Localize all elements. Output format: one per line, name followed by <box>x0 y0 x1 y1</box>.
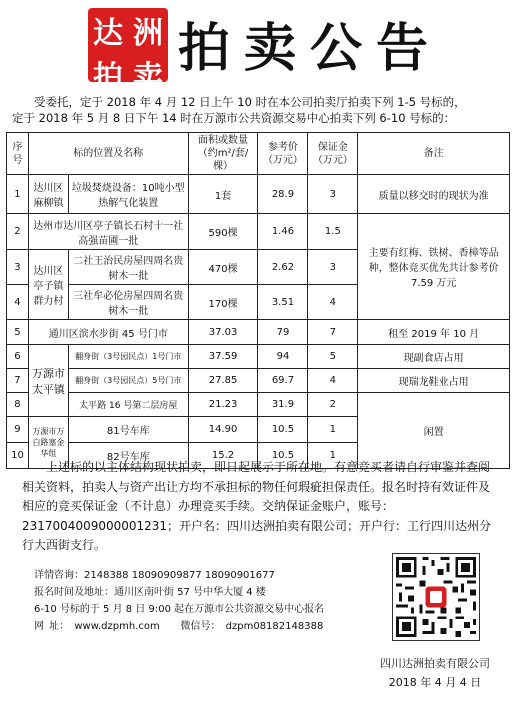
cell-name: 翻身街（3号园民点）1号门市 <box>68 345 188 369</box>
body-paragraph: 上述标的以主体结构现状拍卖，即日起展示于所在地。有意竞买者请自行审鉴并查阅相关资料，拍卖人与资产出让方均不承担标的物任何瑕疵担保责任。报名时持有效证件及相应的竞买保证金（不计息）办理竞买手续。交纳保证金账户，账号：2317004009000001231；开户名：四川达洲拍卖有限公司；开户行：工行四川达州分行大西街支行。 <box>22 460 492 552</box>
table-header-row <box>7 133 510 175</box>
cell-deposit: 4 <box>308 369 358 393</box>
intro <box>12 94 507 126</box>
cell-price: 94 <box>258 345 308 369</box>
web-label: 网 址： <box>34 621 70 632</box>
cell-name: 达州市达川区亭子镇长石村十一社高强苗圃一批 <box>28 214 188 250</box>
cell-deposit: 3 <box>308 250 358 285</box>
table-row <box>7 214 510 250</box>
logo <box>88 8 168 95</box>
cell-deposit: 1.5 <box>308 214 358 250</box>
cell-note: 质量以移交时的现状为准 <box>358 175 510 214</box>
cell-no: 7 <box>7 369 29 393</box>
cell-area: 21.23 <box>188 393 258 417</box>
cell-deposit: 1 <box>308 417 358 443</box>
logo-char: 拍 <box>93 60 123 95</box>
cell-deposit: 5 <box>308 345 358 369</box>
logo-char: 达 <box>93 16 123 51</box>
cell-deposit: 3 <box>308 175 358 214</box>
cell-name: 82号车库 <box>68 443 188 469</box>
table-row <box>7 345 510 369</box>
cell-no: 4 <box>7 285 29 320</box>
cell-price: 2.62 <box>258 250 308 285</box>
cell-no: 6 <box>7 345 29 369</box>
table-row <box>7 369 510 393</box>
header-deposit: 保证金（万元） <box>308 133 358 175</box>
header <box>0 0 516 95</box>
cell-note: 现副食店占用 <box>358 345 510 369</box>
cell-area: 170棵 <box>188 285 258 320</box>
cell-note-idle: 闲置 <box>358 393 510 469</box>
intro-line-1: 受委托，定于 2018 年 4 月 12 日上午 10 时在本公司拍卖厅拍卖下列 1-5 号标的， <box>34 95 466 109</box>
cell-area: 37.03 <box>188 320 258 345</box>
cell-name: 翻身街（3号园民点）5号门市 <box>68 369 188 393</box>
cell-no: 5 <box>7 320 29 345</box>
cell-price: 28.9 <box>258 175 308 214</box>
cell-note-trees: 主要有红梅、铁树、香樟等品种，整体竞买优先共计参考价 7.59 万元 <box>358 214 510 320</box>
web-line <box>34 618 324 635</box>
cell-location: 达川区亭子镇群力村 <box>28 250 68 320</box>
header-note: 备注 <box>358 133 510 175</box>
cell-note: 租至 2019 年 10 月 <box>358 320 510 345</box>
cell-price: 3.51 <box>258 285 308 320</box>
cell-note: 现瑞龙鞋业占用 <box>358 369 510 393</box>
cell-area: 27.85 <box>188 369 258 393</box>
table-row <box>7 393 510 417</box>
table-row <box>7 175 510 214</box>
issue-date: 2018 年 4 月 4 日 <box>388 676 482 689</box>
cell-price: 10.5 <box>258 443 308 469</box>
intro-line-2: 定于 2018 年 5 月 8 日下午 14 时在万源市公共资源交易中心拍卖下列 6-10 号标的： <box>12 111 456 125</box>
cell-name: 二社王治民房屋四周名贵树木一批 <box>68 250 188 285</box>
cell-area: 15.2 <box>188 443 258 469</box>
cell-location: 万源市万白路塞金华组 <box>28 417 68 469</box>
cell-price: 69.7 <box>258 369 308 393</box>
auction-table <box>6 132 510 469</box>
cell-location: 达川区麻柳镇 <box>28 175 68 214</box>
cell-no: 10 <box>7 443 29 469</box>
cell-area: 14.90 <box>188 417 258 443</box>
cell-price: 31.9 <box>258 393 308 417</box>
cell-price: 10.5 <box>258 417 308 443</box>
signup-line: 6-10 号标的于 5 月 8 日 9:00 起在万源市公共资源交易中心报名 <box>34 604 325 615</box>
company-name: 四川达洲拍卖有限公司 <box>380 657 490 670</box>
address-line: 报名时间及地址：通川区南叶街 57 号中华大厦 4 楼 <box>34 587 266 598</box>
wechat-label: 微信号： <box>180 621 221 632</box>
cell-deposit: 4 <box>308 285 358 320</box>
logo-char: 洲 <box>133 16 163 51</box>
cell-deposit: 7 <box>308 320 358 345</box>
cell-area: 1套 <box>188 175 258 214</box>
cell-area: 37.59 <box>188 345 258 369</box>
website-link[interactable]: www.dzpmh.com <box>74 621 160 632</box>
cell-no: 3 <box>7 250 29 285</box>
table-row <box>7 320 510 345</box>
cell-deposit: 1 <box>308 443 358 469</box>
qr-code-icon <box>392 553 480 641</box>
cell-price: 1.46 <box>258 214 308 250</box>
cell-deposit: 2 <box>308 393 358 417</box>
cell-area: 590棵 <box>188 214 258 250</box>
cell-area: 470棵 <box>188 250 258 285</box>
wechat-id: dzpm08182148388 <box>225 621 324 632</box>
cell-price: 79 <box>258 320 308 345</box>
cell-no: 9 <box>7 417 29 443</box>
phone-line: 详情咨询：2148388 18090909877 18090901677 <box>34 570 275 581</box>
header-no: 序号 <box>7 133 29 175</box>
cell-location-wanyuan: 万源市太平镇 <box>28 345 68 417</box>
cell-name: 太平路 16 号第二层房屋 <box>68 393 188 417</box>
footer <box>360 654 510 692</box>
cell-no: 2 <box>7 214 29 250</box>
logo-char: 卖 <box>133 60 163 95</box>
header-location: 标的位置及名称 <box>28 133 188 175</box>
header-price: 参考价（万元） <box>258 133 308 175</box>
contact-info <box>34 567 324 635</box>
cell-no: 8 <box>7 393 29 417</box>
header-area: 面积或数量（约m²/套/棵） <box>188 133 258 175</box>
announcement-body <box>22 458 500 556</box>
cell-name: 三社牟必伦房屋四周名贵树木一批 <box>68 285 188 320</box>
cell-no: 1 <box>7 175 29 214</box>
page-title: 拍卖公告 <box>178 18 443 79</box>
cell-name: 通川区滨水步街 45 号门市 <box>28 320 188 345</box>
cell-name: 81号车库 <box>68 417 188 443</box>
cell-name: 垃圾焚烧设备：10吨小型热解气化装置 <box>68 175 188 214</box>
